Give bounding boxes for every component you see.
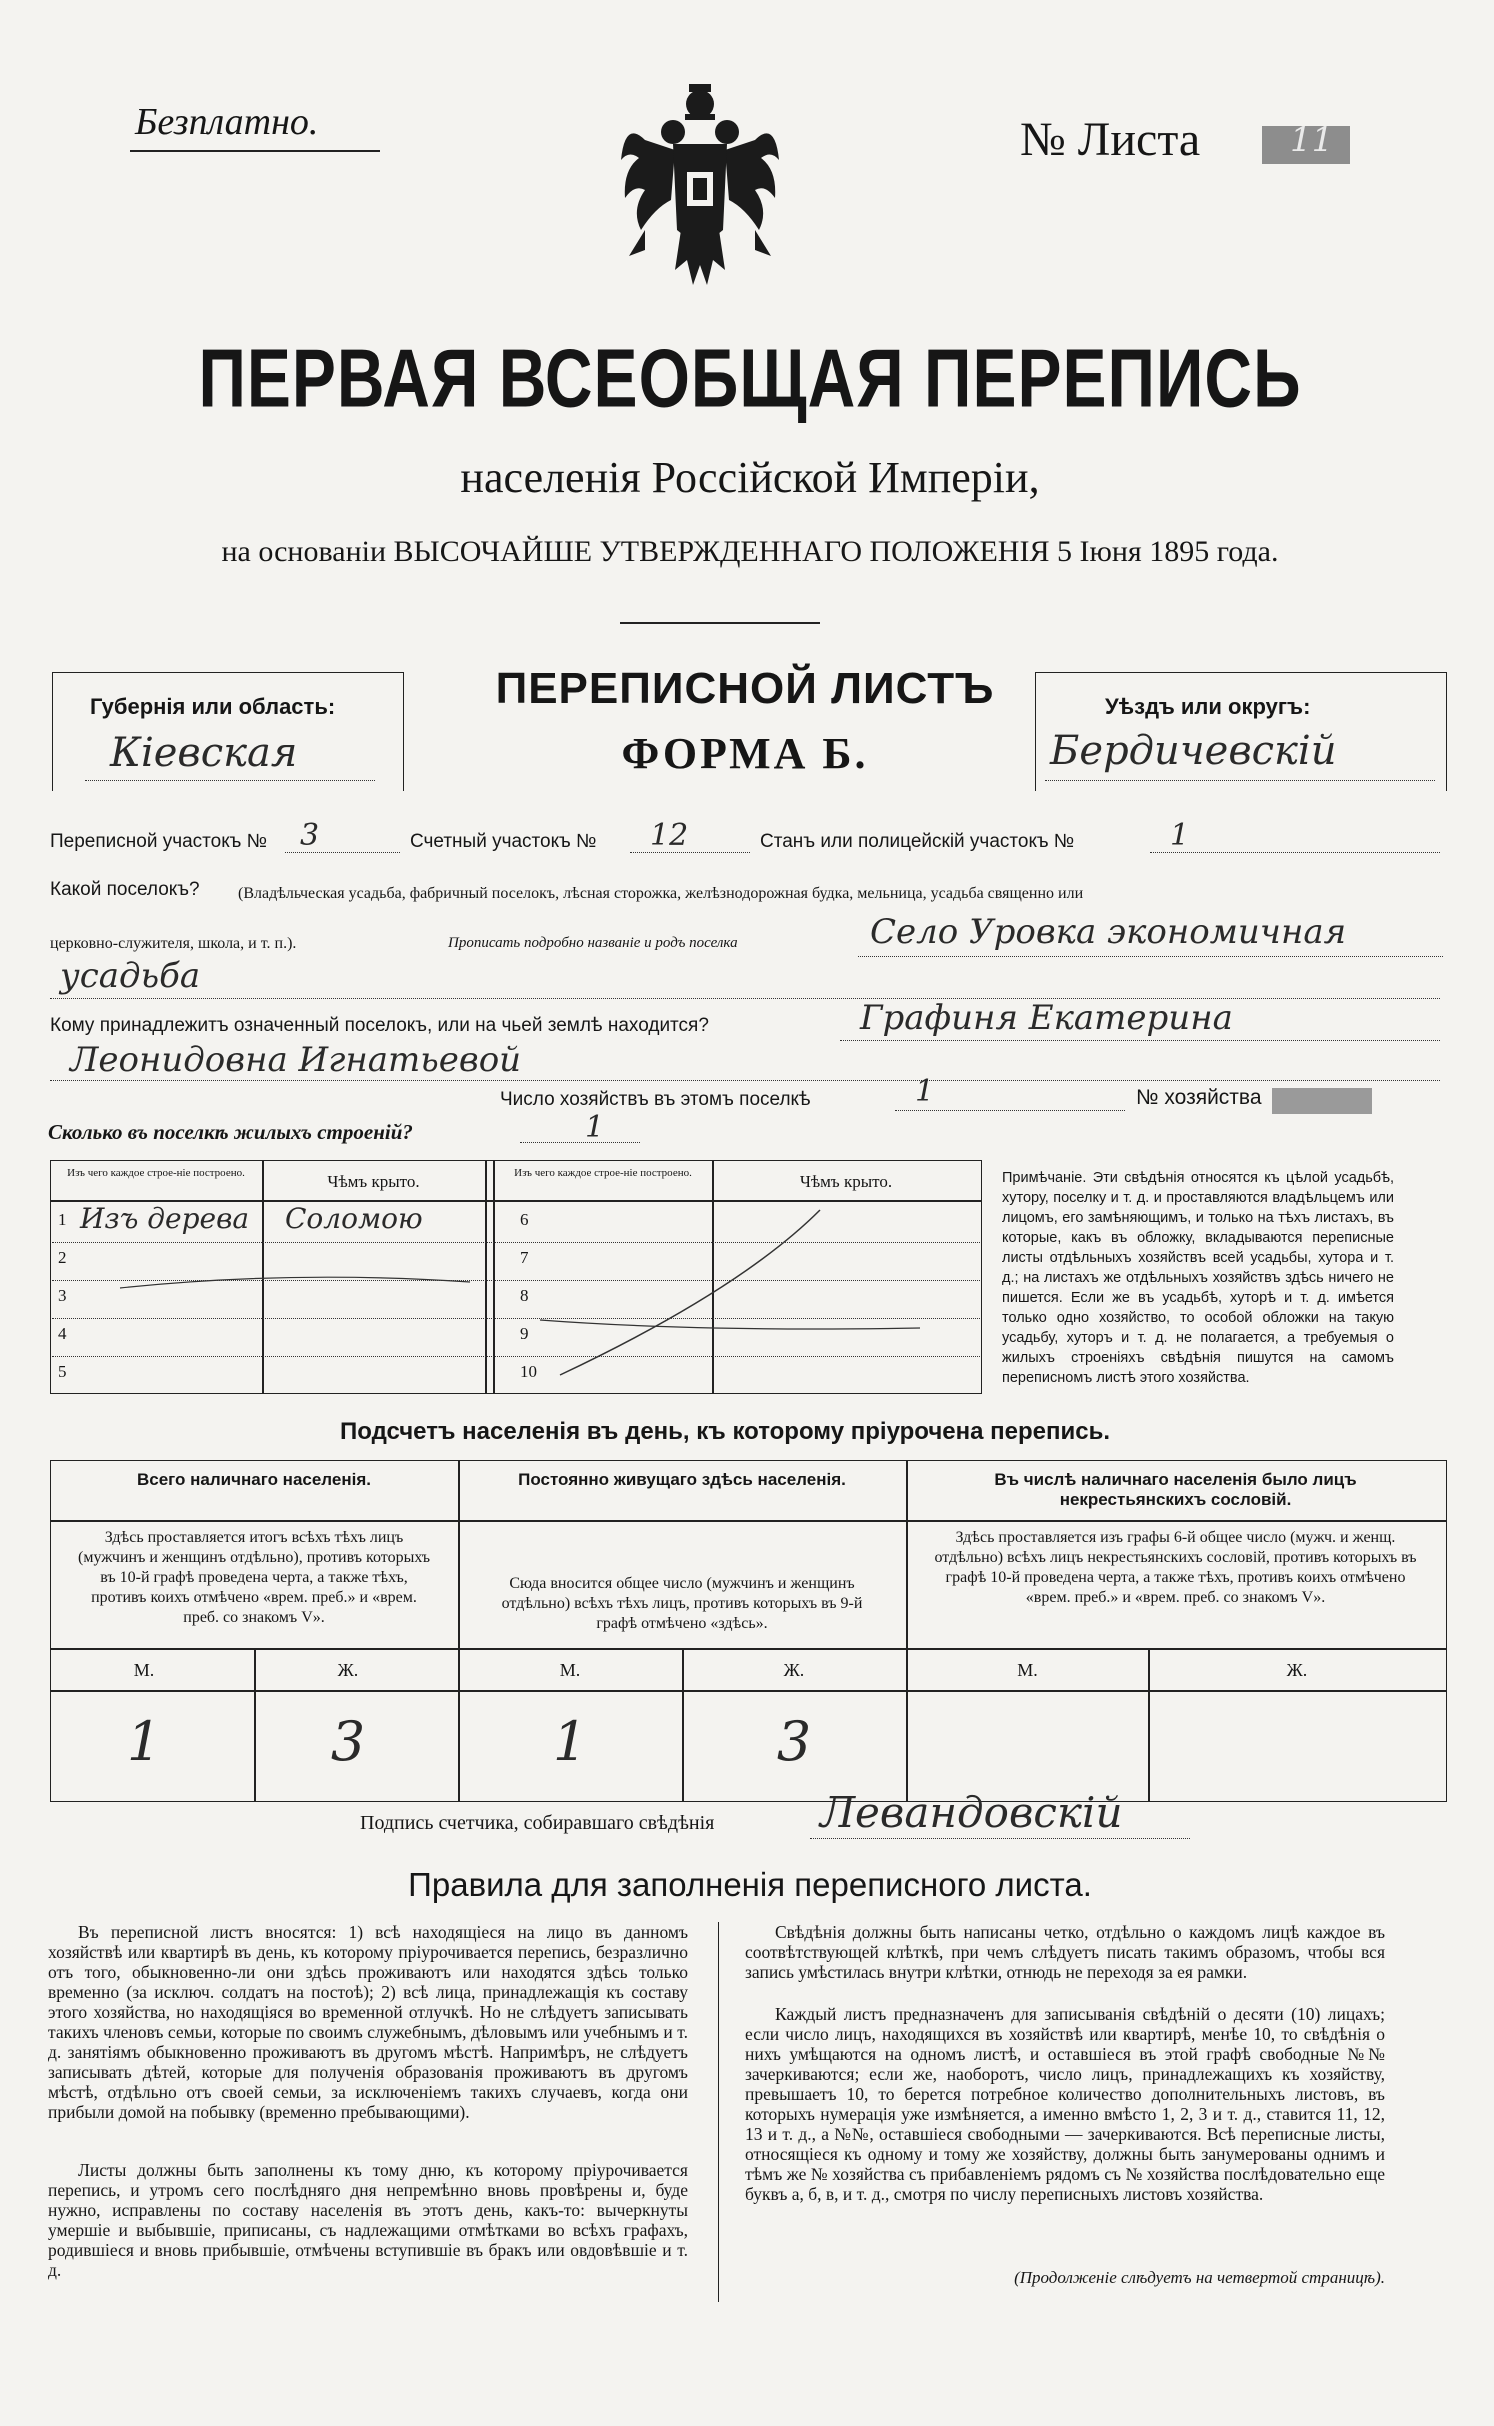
hoz-count-value: 1 bbox=[915, 1074, 935, 1109]
population-col-desc: Здѣсь проставляется изъ графы 6-й общее число (мужч. и женщ. отдѣльно) всѣхъ лицъ некрестьянскихъ сословій, противъ которыхъ въ графѣ 10-й проведена черта, а также тѣхъ, противъ коихъ отмѣчено «врем. преб.» и «врем. преб. со знакомъ V». bbox=[934, 1529, 1417, 1606]
poselok-hint2: церковно-служителя, школа, и т. п.). bbox=[50, 935, 297, 952]
population-col-head: Всего наличнаго населенія. bbox=[137, 1470, 371, 1489]
owner-label: Кому принадлежитъ означенный поселокъ, или на чьей землѣ находится? bbox=[50, 1015, 709, 1036]
rules-continued: (Продолженіе слѣдуетъ на четвертой страницѣ). bbox=[1014, 2268, 1385, 2287]
building-material: Изъ дерева bbox=[80, 1202, 250, 1235]
uchastok-value: 3 bbox=[300, 818, 320, 853]
title-divider bbox=[620, 622, 820, 624]
uezd-label: Уѣздъ или округъ: bbox=[1105, 694, 1311, 719]
col-material-right: Изъ чего каждое строе-ніе построено. bbox=[514, 1167, 692, 1179]
building-row-number: 5 bbox=[58, 1362, 67, 1381]
population-m-value: 1 bbox=[126, 1710, 162, 1773]
poselok-hint3: Прописать подробно названіе и родъ поселка bbox=[448, 935, 738, 951]
population-m-value: 1 bbox=[552, 1710, 588, 1773]
building-row-number-right: 7 bbox=[520, 1248, 529, 1267]
hoz-no-stamp bbox=[1272, 1088, 1372, 1114]
strike-through-mark-left bbox=[110, 1260, 480, 1300]
building-row-number: 2 bbox=[58, 1248, 67, 1267]
poselok-value1: Село Уровка экономичная bbox=[870, 912, 1347, 952]
basis-title: на основаніи ВЫСОЧАЙШЕ УТВЕРЖДЕННАГО ПОЛОЖЕНІЯ 5 Іюня 1895 года. bbox=[221, 535, 1279, 568]
form-name: ПЕРЕПИСНОЙ ЛИСТЪ bbox=[495, 664, 995, 713]
building-row-number: 4 bbox=[58, 1324, 67, 1343]
building-row-number: 1 bbox=[58, 1210, 67, 1229]
uchastok-label: Переписной участокъ № bbox=[50, 831, 268, 852]
note-text: Примѣчаніе. Эти свѣдѣнія относятся къ цѣлой усадьбѣ, хутору, поселку и т. д. и проставляются владѣльцемъ или лицомъ, его замѣняющимъ, и только на тѣхъ листахъ, въ которые, какъ въ обложку, вкладываются переписные листы отдѣльныхъ хозяйствъ всей усадьбы, хутора и т. д.; на листахъ же отдѣльныхъ хозяйствъ здѣсь ничего не пишется. Если же въ усадьбѣ, хуторѣ и т. д. имѣется только одно хозяйство, то особой обложки на такую усадьбу, хуторъ и т. д. не полагается, а требуемыя о жилыхъ строеніяхъ свѣдѣнія пишутся на самомъ переписномъ листѣ этого хозяйства. bbox=[1002, 1170, 1394, 1386]
population-title: Подсчетъ населенія въ день, къ которому пріурочена перепись. bbox=[340, 1418, 1110, 1445]
population-m-label: М. bbox=[1017, 1660, 1038, 1680]
population-zh-label: Ж. bbox=[1286, 1660, 1308, 1680]
sheet-no-label: № Листа bbox=[1020, 113, 1201, 166]
stan-value: 1 bbox=[1170, 818, 1190, 853]
signature-value: Левандовскій bbox=[820, 1788, 1123, 1837]
stroeniy-value: 1 bbox=[585, 1110, 605, 1145]
poselok-value2: усадьба bbox=[60, 956, 201, 996]
owner-value1: Графиня Екатерина bbox=[860, 998, 1233, 1038]
population-col-desc: Сюда вносится общее число (мужчинъ и женщинъ отдѣльно) всѣхъ тѣхъ лицъ, противъ которыхъ въ 9-й графѣ отмѣчено «здѣсь». bbox=[501, 1575, 863, 1632]
uezd-value: Бердичевскій bbox=[1050, 728, 1337, 774]
population-zh-value: 3 bbox=[776, 1710, 812, 1773]
population-m-label: М. bbox=[133, 1660, 155, 1680]
main-title: ПЕРВАЯ ВСЕОБЩАЯ ПЕРЕПИСЬ bbox=[198, 331, 1302, 424]
population-col-head: Постоянно живущаго здѣсь населенія. bbox=[518, 1470, 846, 1489]
building-row-number: 3 bbox=[58, 1286, 67, 1305]
rules-title: Правила для заполненія переписного листа. bbox=[408, 1866, 1092, 1903]
population-col-head: Въ числѣ наличнаго населенія было лицъ некрестьянскихъ сословій. bbox=[994, 1470, 1357, 1509]
stan-label: Станъ или полицейскій участокъ № bbox=[760, 831, 1075, 852]
signature-label: Подпись счетчика, собиравшаго свѣдѣнія bbox=[360, 1812, 715, 1834]
poselok-hint1: (Владѣльческая усадьба, фабричный поселокъ, лѣсная сторожка, желѣзнодорожная будка, мельница, усадьба священно или bbox=[238, 885, 1084, 902]
hoz-no-label: № хозяйства bbox=[1136, 1086, 1262, 1109]
imperial-eagle-emblem-icon bbox=[615, 80, 785, 310]
population-col-desc: Здѣсь проставляется итогъ всѣхъ тѣхъ лицъ (мужчинъ и женщинъ отдѣльно), противъ которыхъ въ 10-й графѣ проведена черта, а также тѣхъ, противъ коихъ отмѣчено «врем. преб.» и «врем. преб. со знакомъ V». bbox=[78, 1529, 430, 1626]
form-type: ФОРМА Б. bbox=[621, 729, 869, 778]
poselok-label: Какой поселокъ? bbox=[50, 879, 200, 900]
gubernia-label: Губернія или область: bbox=[90, 694, 336, 719]
sheet-no-value: 11 bbox=[1290, 120, 1334, 160]
schetny-value: 12 bbox=[650, 818, 689, 853]
strike-through-mark bbox=[500, 1200, 980, 1390]
building-roof: Соломою bbox=[285, 1202, 423, 1235]
building-row-number-right: 9 bbox=[520, 1324, 529, 1343]
free-label: Безплатно. bbox=[135, 101, 319, 143]
building-row-number-right: 6 bbox=[520, 1210, 529, 1229]
rules-right2: Каждый листъ предназначенъ для записыванія свѣдѣній о десяти (10) лицахъ; если число лицъ, находящихся въ хозяйствѣ или квартирѣ, менѣе 10, то свѣдѣнія о нихъ умѣщаются на одномъ листѣ, и оставшіеся въ этой графѣ свободные №№ зачеркиваются; если же, наоборотъ, число лицъ, принадлежащихъ къ хозяйству, превышаетъ 10, то берется потребное количество дополнительныхъ листовъ, въ которыхъ нумерація уже измѣняется, а именно вмѣсто 1, 2, 3 и т. д., ставится 11, 12, 13 и т. д., а №№, оставшіеся свободными — зачеркиваются. Всѣ переписные листы, относящіеся къ одному и тому же хозяйству, должны быть занумерованы однимъ и тѣмъ же № хозяйства съ прибавленіемъ рядомъ съ № хозяйства послѣдовательно еще буквъ а, б, в, и т. д., смотря по числу переписныхъ листовъ хозяйства. bbox=[745, 2004, 1385, 2204]
owner-value2: Леонидовна Игнатьевой bbox=[70, 1040, 522, 1080]
rules-right: Свѣдѣнія должны быть написаны четко, отдѣльно о каждомъ лицѣ каждое въ соотвѣтствующей клѣткѣ, при чемъ слѣдуетъ писать такимъ образомъ, чтобы вся запись умѣстилась внутри клѣтки, отнюдь не переходя за ея рамки. bbox=[745, 1922, 1385, 1982]
col-material-left: Изъ чего каждое строе-ніе построено. bbox=[67, 1167, 245, 1179]
hoz-count-label: Число хозяйствъ въ этомъ поселкѣ bbox=[500, 1089, 811, 1110]
free-underline bbox=[130, 150, 380, 152]
gubernia-value: Кіевская bbox=[110, 730, 298, 776]
col-roof-left: Чѣмъ крыто. bbox=[327, 1172, 420, 1191]
population-zh-label: Ж. bbox=[783, 1660, 805, 1680]
building-row-number-right: 10 bbox=[520, 1362, 537, 1381]
stroeniy-label: Сколько въ поселкѣ жилыхъ строеній? bbox=[48, 1120, 413, 1144]
population-zh-value: 3 bbox=[330, 1710, 366, 1773]
population-m-label: М. bbox=[559, 1660, 581, 1680]
population-zh-label: Ж. bbox=[337, 1660, 359, 1680]
rules-left: Въ переписной листъ вносятся: 1) всѣ находящіеся на лицо въ данномъ хозяйствѣ или квартирѣ въ день, къ которому пріурочивается перепись, безразлично отъ того, обыкновенно-ли они здѣсь проживаютъ или находятся здѣсь только временно (за исключ. солдатъ на постоѣ); 2) всѣ лица, принадлежащія къ составу этого хозяйства, но находящіяся во временной отлучкѣ. Но не слѣдуетъ записывать такихъ членовъ семьи, которые по своимъ служебнымъ, дѣловымъ или учебнымъ и т. д. занятіямъ обыкновенно проживаютъ въ другомъ мѣстѣ. Напримѣръ, не слѣдуетъ записывать дѣтей, которые для полученія образованія проживаютъ въ другомъ мѣстѣ, отдѣльно отъ своей семьи, за исключеніемъ такихъ случаевъ, когда они прибыли домой на побывку (временно пребывающими). bbox=[48, 1922, 688, 2122]
rules-left2: Листы должны быть заполнены къ тому дню, къ которому пріурочивается перепись, и утромъ сего послѣдняго дня непремѣнно вновь провѣрены и, буде нужно, исправлены по составу населенія въ этотъ день, какъ-то: вычеркнуты умершіе и выбывшіе, приписаны, съ надлежащими отмѣтками во всѣхъ графахъ, родившіеся и вновь прибывшіе, отмѣчены вступившіе въ бракъ или овдовѣвшіе и т. д. bbox=[48, 2160, 688, 2280]
schetny-label: Счетный участокъ № bbox=[410, 831, 597, 852]
building-row-number-right: 8 bbox=[520, 1286, 529, 1305]
sub-title: населенія Россійской Имперіи, bbox=[460, 453, 1040, 502]
col-roof-right: Чѣмъ крыто. bbox=[799, 1172, 893, 1191]
